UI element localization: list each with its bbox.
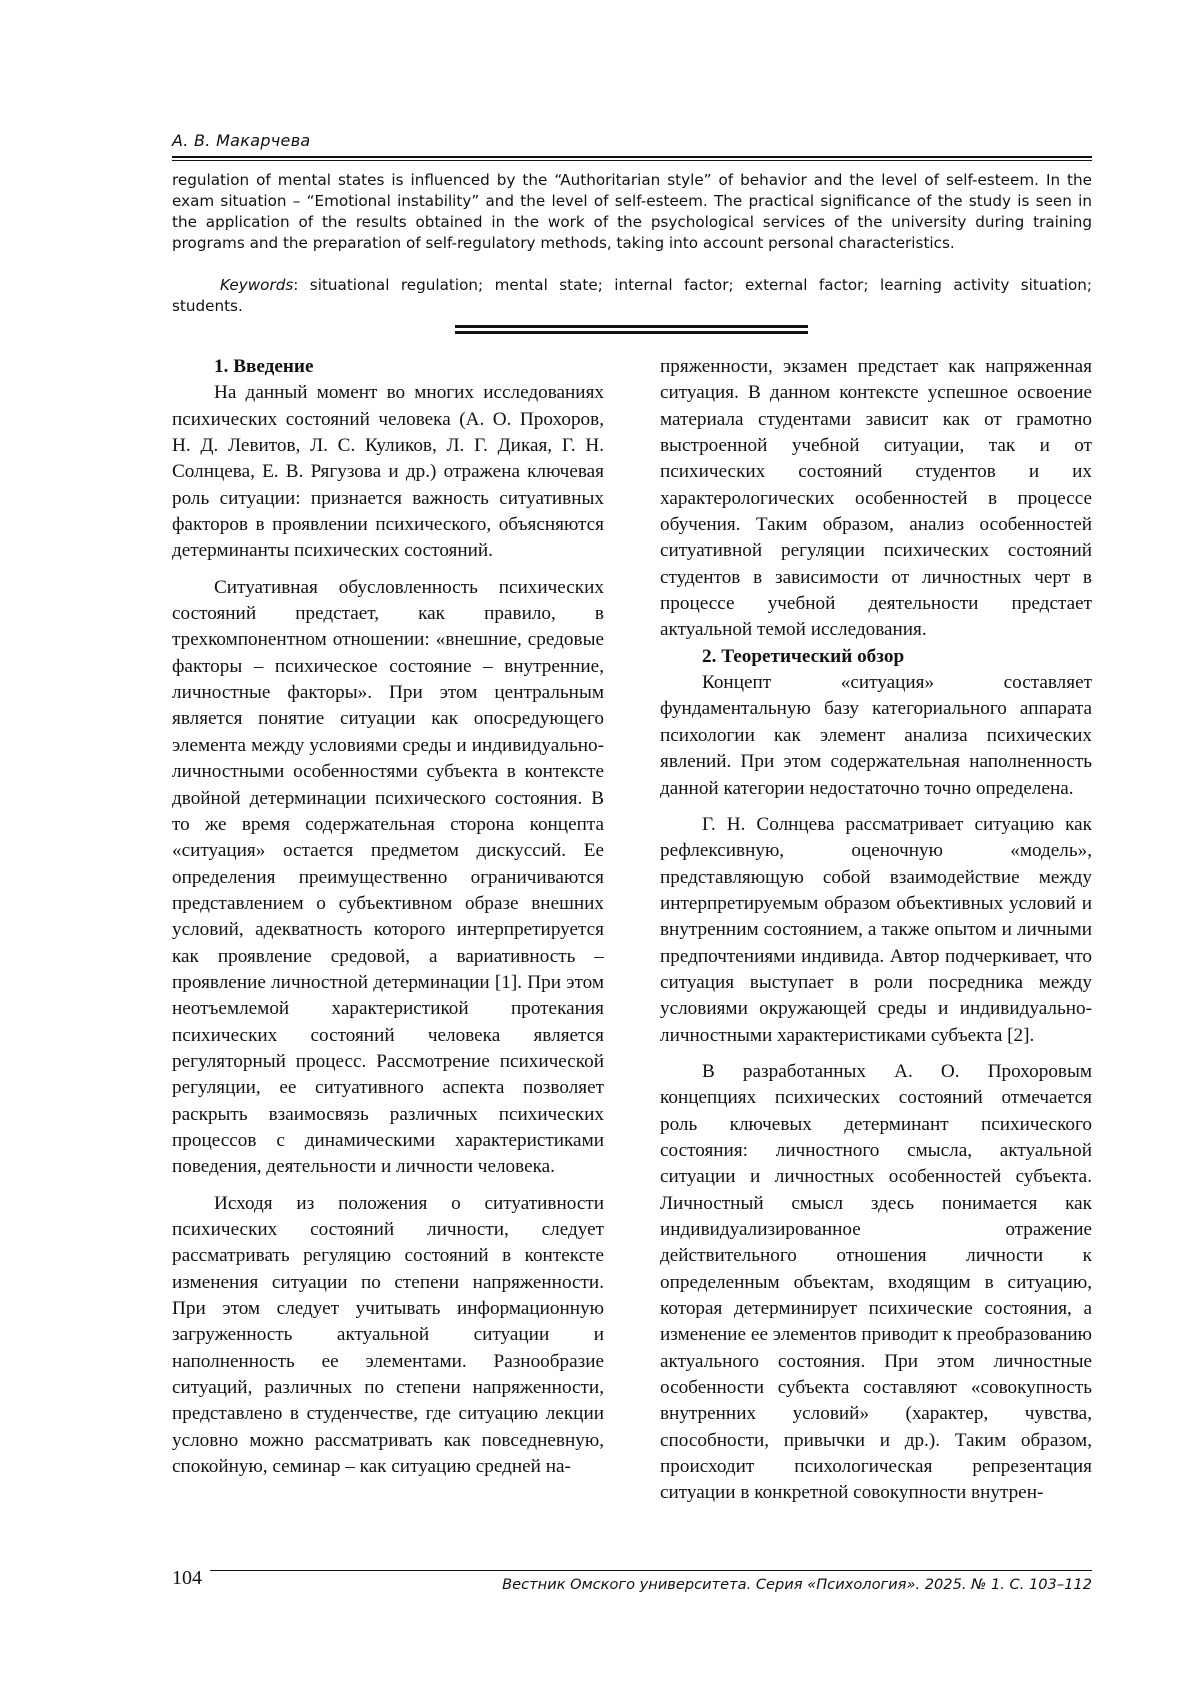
page-number: 104 bbox=[172, 1567, 202, 1589]
keywords-line bbox=[172, 275, 1092, 317]
section-separator bbox=[455, 325, 808, 328]
left-column bbox=[172, 354, 604, 1560]
paragraph: Концепт «ситуация» составляет фундаментальную базу категориального аппарата психологии как элемент анализа психических явлений. При этом содержательная наполненность данной категории недостаточно точно определена. bbox=[660, 672, 1092, 799]
footer-rule bbox=[210, 1570, 1092, 1571]
paragraph: Г. Н. Солнцева рассматривает ситуацию как рефлексивную, оценочную «модель», представляющую собой взаимодействие между интерпретируемым образом объективных условий и внутренним состоянием, а также опытом и личными предпочтениями индивида. Автор подчеркивает, что ситуация выступает в роли посредника между условиями окружающей среды и индивидуально-личностными характеристиками субъекта [2]. bbox=[660, 813, 1092, 1046]
abstract-text: regulation of mental states is influenced by the “Authoritarian style” of behavior and the level of self-esteem. In the exam situation – “Emotional instability” and the level of self-esteem. The practical significance of the study is seen in the application of the results obtained in the work of the psychological services of the university during training programs and the preparation of self-regulatory methods, taking into account personal characteristics. bbox=[172, 171, 1092, 252]
section-heading-theory: 2. Теоретический обзор bbox=[702, 645, 905, 667]
running-header-author: А. В. Макарчева bbox=[172, 131, 311, 150]
section-heading-introduction: 1. Введение bbox=[214, 356, 314, 377]
paragraph: На данный момент во многих исследованиях психических состояний человека (А. О. Прохоров, Н. Д. Левитов, Л. С. Куликов, Л. Г. Дикая, Г. Н. Солнцева, Е. В. Рягузова и др.) отражена ключевая роль ситуации: признается важность ситуативных факторов в проявлении психического, объясняются детерминанты психических состояний. bbox=[172, 382, 604, 562]
paragraph-continuation: пряженности, экзамен предстает как напряженная ситуация. В данном контексте успешное освоение материала студентами зависит как от грамотно выстроенной учебной ситуации, так и от психических состояний студентов и их характерологических особенностей в процессе обучения. Таким образом, анализ особенностей ситуативной регуляции психических состояний студентов в зависимости от личностных черт в процессе учебной деятельности предстает актуальной темой исследования. bbox=[660, 356, 1092, 641]
paragraph: В разработанных А. О. Прохоровым концепциях психических состояний отмечается роль ключевых детерминант психического состояния: личностного смысла, актуальной ситуации и личностных особенностей субъекта. Личностный смысл здесь понимается как индивидуализированное отражение действительного отношения личности к определенным объектам, входящим в ситуацию, которая детерминирует психические состояния, а изменение ее элементов приводит к преобразованию актуального состояния. При этом личностные особенности субъекта составляют «совокупность внутренних условий» (характер, чувства, способности, привычки и др.). Таким образом, происходит психологическая репрезентация ситуации в конкретной совокупности внутрен- bbox=[660, 1060, 1092, 1504]
section-separator-second bbox=[455, 331, 808, 334]
header-rule bbox=[172, 156, 1092, 158]
keywords-text: : situational regulation; mental state; internal factor; external factor; learning activity situation; students. bbox=[172, 276, 1092, 315]
paragraph: Ситуативная обусловленность психических состояний предстает, как правило, в трехкомпонентном отношении: «внешние, средовые факторы – психическое состояние – внутренние, личностные факторы». При этом центральным является понятие ситуации как опосредующего элемента между условиями среды и индивидуально-личностными особенностями субъекта в контексте двойной детерминации психического состояния. В то же время содержательная сторона концепта «ситуация» остается предметом дискуссий. Ее определения преимущественно ограничиваются представлением о субъективном образе внешних условий, адекватность которого интерпретируется как проявление средовой, а вариативность – проявление личностной детерминации [1]. При этом неотъемлемой характеристикой протекания психических состояний человека является регуляторный процесс. Рассмотрение психической регуляции, ее ситуативного аспекта позволяет раскрыть взаимосвязь различных психических процессов с динамическими характеристиками поведения, деятельности и личности человека. bbox=[172, 576, 604, 1178]
paragraph: Исходя из положения о ситуативности психических состояний личности, следует рассматривать регуляцию состояний в контексте изменения ситуации по степени напряженности. При этом следует учитывать информационную загруженность актуальной ситуации и наполненность ее элементами. Разнообразие ситуаций, различных по степени напряженности, представлено в студенчестве, где ситуацию лекции условно можно рассматривать как повседневную, спокойную, семинар – как ситуацию средней на- bbox=[172, 1192, 604, 1478]
keywords-label: Keywords bbox=[220, 276, 294, 294]
journal-citation: Вестник Омского университета. Серия «Психология». 2025. № 1. С. 103–112 bbox=[502, 1576, 1092, 1593]
header-rule-thin bbox=[172, 160, 1092, 161]
right-column bbox=[660, 354, 1092, 1560]
